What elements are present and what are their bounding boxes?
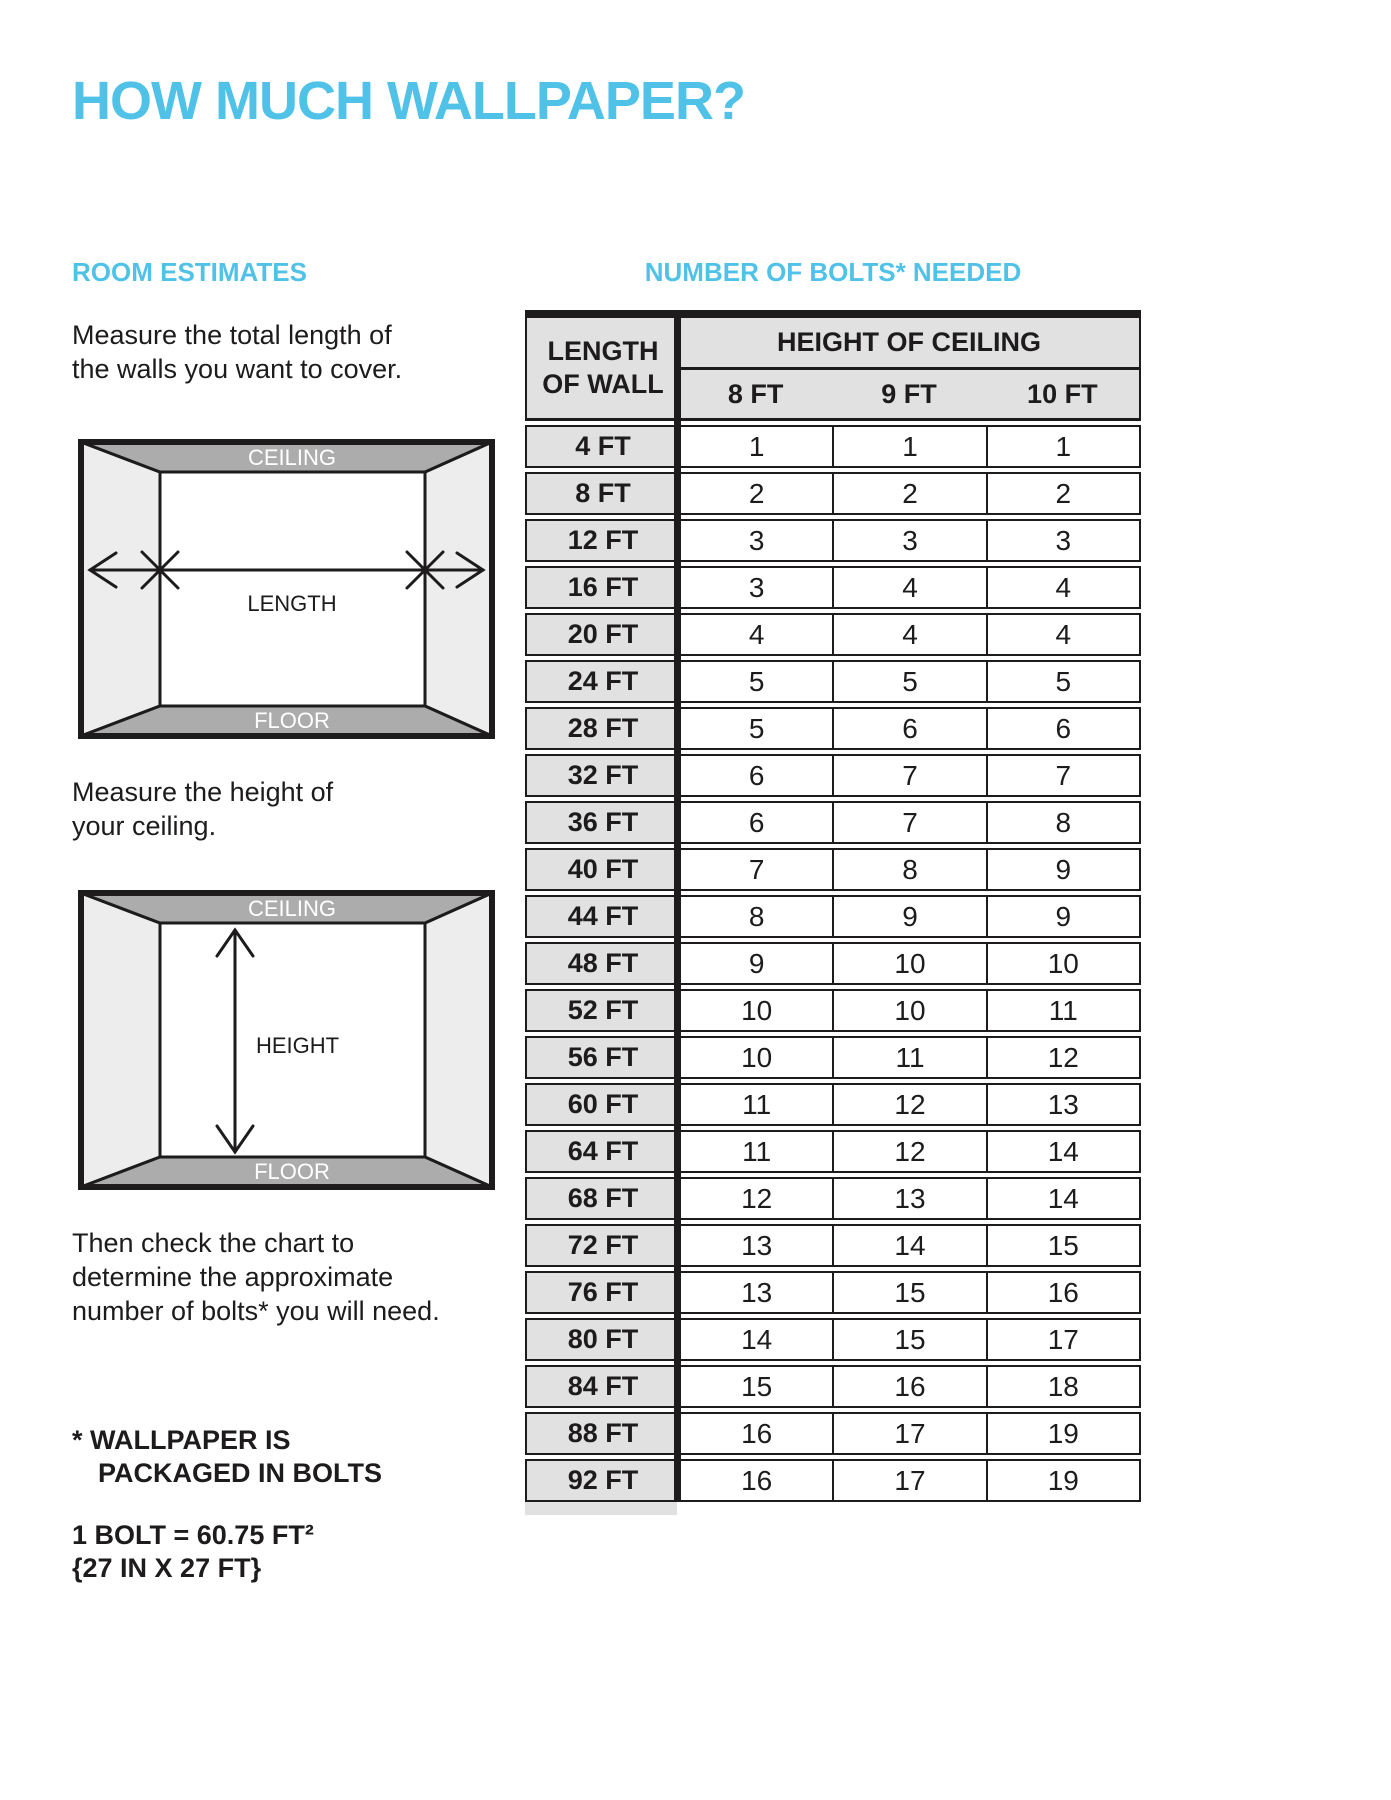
bolt-count-cell: 16: [679, 1414, 832, 1453]
table-row: [525, 660, 1141, 703]
table-row: [525, 472, 1141, 515]
footnote-line: * WALLPAPER IS: [72, 1425, 291, 1455]
table-row: [525, 707, 1141, 750]
bolt-count-cell: 4: [679, 615, 832, 654]
table-row: [525, 1130, 1141, 1173]
bolt-count-cell: 10: [832, 991, 985, 1030]
wall-length-cell: 44 FT: [527, 897, 679, 936]
table-row: [525, 848, 1141, 891]
bolt-count-cell: 17: [832, 1461, 985, 1500]
bolt-count-cell: 2: [679, 474, 832, 513]
ceiling-label: CEILING: [247, 896, 337, 921]
bolt-count-cell: 12: [832, 1132, 985, 1171]
wall-length-cell: 80 FT: [527, 1320, 679, 1359]
measure-height-paragraph: [72, 775, 333, 843]
wall-length-cell: 84 FT: [527, 1367, 679, 1406]
bolt-count-cell: 7: [832, 756, 985, 795]
bolt-count-cell: 14: [986, 1132, 1139, 1171]
paragraph-line: the walls you want to cover.: [72, 354, 403, 384]
bolt-spec-line: 1 BOLT = 60.75 FT²: [72, 1520, 314, 1550]
table-row: [525, 989, 1141, 1032]
bolt-count-cell: 8: [986, 803, 1139, 842]
bolt-count-cell: 10: [679, 991, 832, 1030]
left-wall-shape: [81, 893, 160, 1187]
table-row: [525, 1412, 1141, 1455]
table-row: [525, 1083, 1141, 1126]
wall-length-cell: 24 FT: [527, 662, 679, 701]
bolt-count-cell: 16: [679, 1461, 832, 1500]
wall-length-cell: 60 FT: [527, 1085, 679, 1124]
bolt-count-cell: 14: [986, 1179, 1139, 1218]
bolt-count-cell: 4: [832, 615, 985, 654]
paragraph-line: Then check the chart to: [72, 1228, 355, 1258]
room-height-diagram: [78, 890, 495, 1190]
bolt-count-cell: 14: [679, 1320, 832, 1359]
bolt-count-cell: 12: [832, 1085, 985, 1124]
wall-length-cell: 20 FT: [527, 615, 679, 654]
bolt-count-cell: 8: [832, 850, 985, 889]
ceiling-height-col-header: 9 FT: [881, 378, 937, 409]
bolts-table-rows: [525, 425, 1141, 1502]
back-wall-shape: [160, 472, 425, 706]
bolt-count-cell: 9: [986, 897, 1139, 936]
table-row: [525, 566, 1141, 609]
wall-length-cell: 56 FT: [527, 1038, 679, 1077]
bolt-count-cell: 15: [832, 1273, 985, 1312]
ceiling-height-col-header: 10 FT: [1027, 378, 1098, 409]
bolt-count-cell: 18: [986, 1367, 1139, 1406]
bolt-count-cell: 19: [986, 1414, 1139, 1453]
room-estimates-heading: ROOM ESTIMATES: [72, 257, 307, 287]
left-wall-shape: [81, 442, 160, 736]
bolt-spec: [72, 1519, 314, 1585]
bolt-count-cell: 9: [679, 944, 832, 983]
bolt-count-cell: 6: [679, 803, 832, 842]
bolt-count-cell: 10: [986, 944, 1139, 983]
bolts-needed-heading: NUMBER OF BOLTS* NEEDED: [644, 257, 1022, 287]
bolt-count-cell: 11: [986, 991, 1139, 1030]
floor-label: FLOOR: [254, 1159, 330, 1184]
ceiling-height-subheaders: [679, 370, 1139, 418]
bolt-count-cell: 6: [986, 709, 1139, 748]
bolt-count-cell: 6: [832, 709, 985, 748]
bolt-count-cell: 13: [832, 1179, 985, 1218]
wall-length-cell: 12 FT: [527, 521, 679, 560]
bolt-count-cell: 5: [832, 662, 985, 701]
wall-length-cell: 64 FT: [527, 1132, 679, 1171]
bolt-spec-line: {27 IN X 27 FT}: [72, 1553, 262, 1583]
bolt-count-cell: 4: [986, 615, 1139, 654]
wall-length-cell: 68 FT: [527, 1179, 679, 1218]
wall-length-cell: 32 FT: [527, 756, 679, 795]
bolt-count-cell: 4: [986, 568, 1139, 607]
bolt-count-cell: 3: [986, 521, 1139, 560]
bolt-count-cell: 5: [986, 662, 1139, 701]
wall-length-cell: 88 FT: [527, 1414, 679, 1453]
header-line: OF WALL: [542, 369, 664, 399]
bolt-count-cell: 2: [986, 474, 1139, 513]
floor-label: FLOOR: [254, 708, 330, 733]
paragraph-line: Measure the height of: [72, 777, 334, 807]
bolt-count-cell: 4: [832, 568, 985, 607]
column-divider: [674, 318, 681, 1502]
bolts-table: [525, 310, 1141, 1508]
bolt-count-cell: 12: [679, 1179, 832, 1218]
bolt-count-cell: 9: [832, 897, 985, 936]
bolt-count-cell: 13: [679, 1226, 832, 1265]
ceiling-header-group: [679, 318, 1139, 418]
bolt-count-cell: 17: [986, 1320, 1139, 1359]
bolt-count-cell: 16: [832, 1367, 985, 1406]
table-row: [525, 801, 1141, 844]
paragraph-line: your ceiling.: [72, 811, 217, 841]
bolt-count-cell: 3: [832, 521, 985, 560]
length-of-wall-header: [527, 318, 679, 418]
wall-length-cell: 8 FT: [527, 474, 679, 513]
table-row: [525, 519, 1141, 562]
bolt-count-cell: 11: [679, 1085, 832, 1124]
table-row: [525, 754, 1141, 797]
table-row: [525, 1365, 1141, 1408]
table-row: [525, 613, 1141, 656]
bolt-count-cell: 12: [986, 1038, 1139, 1077]
bolt-count-cell: 7: [832, 803, 985, 842]
bolt-count-cell: 13: [986, 1085, 1139, 1124]
wall-length-cell: 72 FT: [527, 1226, 679, 1265]
table-row: [525, 1459, 1141, 1502]
bolt-count-cell: 15: [679, 1367, 832, 1406]
header-line: LENGTH: [547, 336, 659, 366]
bolt-count-cell: 6: [679, 756, 832, 795]
bolt-count-cell: 2: [832, 474, 985, 513]
ceiling-height-col-header: 8 FT: [727, 378, 784, 409]
bolt-count-cell: 9: [986, 850, 1139, 889]
wall-length-cell: 76 FT: [527, 1273, 679, 1312]
bolt-count-cell: 15: [832, 1320, 985, 1359]
table-row: [525, 1224, 1141, 1267]
bolt-count-cell: 5: [679, 662, 832, 701]
table-row: [525, 1177, 1141, 1220]
bolt-count-cell: 1: [679, 427, 832, 466]
bolt-count-cell: 3: [679, 521, 832, 560]
bolt-count-cell: 1: [986, 427, 1139, 466]
paragraph-line: determine the approximate: [72, 1262, 394, 1292]
page-title: HOW MUCH WALLPAPER?: [72, 71, 745, 131]
table-footer-strip: [525, 1502, 677, 1515]
wall-length-cell: 28 FT: [527, 709, 679, 748]
bolts-footnote: [72, 1424, 382, 1490]
paragraph-line: Measure the total length of: [72, 320, 392, 350]
bolt-count-cell: 16: [986, 1273, 1139, 1312]
paragraph-line: number of bolts* you will need.: [72, 1296, 440, 1326]
wall-length-cell: 48 FT: [527, 944, 679, 983]
measure-length-paragraph: [72, 318, 402, 386]
right-wall-shape: [425, 442, 492, 736]
bolt-count-cell: 11: [679, 1132, 832, 1171]
check-chart-paragraph: [72, 1226, 440, 1328]
height-of-ceiling-header: HEIGHT OF CEILING: [679, 318, 1139, 370]
wall-length-cell: 4 FT: [527, 427, 679, 466]
wall-length-cell: 40 FT: [527, 850, 679, 889]
bolt-count-cell: 5: [679, 709, 832, 748]
table-row: [525, 942, 1141, 985]
footnote-line: PACKAGED IN BOLTS: [98, 1458, 383, 1488]
bolt-count-cell: 11: [832, 1038, 985, 1077]
length-label: LENGTH: [247, 591, 337, 616]
right-wall-shape: [425, 893, 492, 1187]
wall-length-cell: 16 FT: [527, 568, 679, 607]
bolt-count-cell: 3: [679, 568, 832, 607]
ceiling-label: CEILING: [247, 445, 337, 470]
bolt-count-cell: 7: [986, 756, 1139, 795]
table-row: [525, 895, 1141, 938]
wall-length-cell: 52 FT: [527, 991, 679, 1030]
bolt-count-cell: 8: [679, 897, 832, 936]
height-label: HEIGHT: [256, 1033, 340, 1058]
wall-length-cell: 36 FT: [527, 803, 679, 842]
table-row: [525, 425, 1141, 468]
bolt-count-cell: 13: [679, 1273, 832, 1312]
bolt-count-cell: 10: [832, 944, 985, 983]
table-row: [525, 1318, 1141, 1361]
wall-length-cell: 92 FT: [527, 1461, 679, 1500]
bolt-count-cell: 10: [679, 1038, 832, 1077]
table-header: [525, 318, 1141, 421]
bolt-count-cell: 17: [832, 1414, 985, 1453]
bolt-count-cell: 15: [986, 1226, 1139, 1265]
bolt-count-cell: 19: [986, 1461, 1139, 1500]
table-row: [525, 1271, 1141, 1314]
bolt-count-cell: 14: [832, 1226, 985, 1265]
bolt-count-cell: 1: [832, 427, 985, 466]
room-length-diagram: [78, 439, 495, 739]
table-row: [525, 1036, 1141, 1079]
bolt-count-cell: 7: [679, 850, 832, 889]
